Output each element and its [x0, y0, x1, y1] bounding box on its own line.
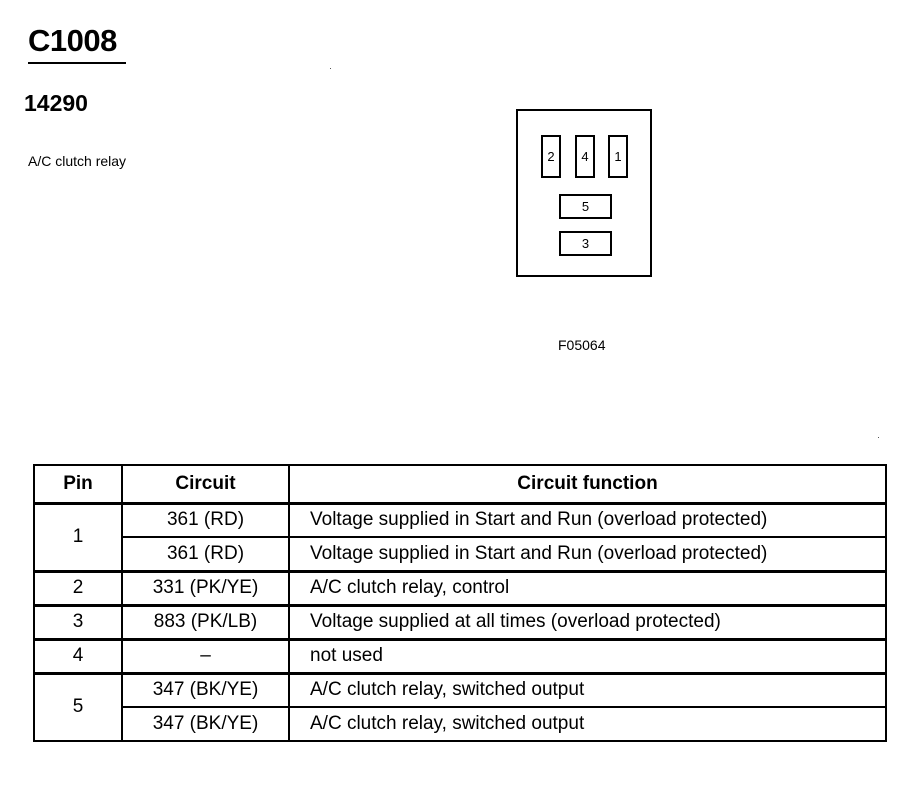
- connector-id: C1008: [28, 23, 117, 58]
- pin-cell: 1: [34, 503, 122, 571]
- pin-cell: 5: [34, 673, 122, 741]
- circuit-cell: –: [122, 639, 289, 673]
- function-cell: Voltage supplied in Start and Run (overload protected): [289, 503, 886, 537]
- pinout-table: [33, 464, 887, 742]
- function-cell: A/C clutch relay, switched output: [289, 707, 886, 741]
- table-row: [34, 639, 886, 673]
- table-row: [34, 605, 886, 639]
- circuit-cell: 331 (PK/YE): [122, 571, 289, 605]
- circuit-cell: 361 (RD): [122, 503, 289, 537]
- pin-5-terminal: 5: [559, 194, 612, 219]
- circuit-cell: 347 (BK/YE): [122, 673, 289, 707]
- figure-id: F05064: [558, 337, 606, 353]
- pin-1-terminal: 1: [608, 135, 628, 178]
- pin-cell: 3: [34, 605, 122, 639]
- function-cell: Voltage supplied in Start and Run (overload protected): [289, 537, 886, 571]
- part-number: 14290: [24, 90, 88, 116]
- title-underline: [28, 62, 126, 64]
- table-row: [34, 673, 886, 707]
- circuit-cell: 361 (RD): [122, 537, 289, 571]
- function-cell: not used: [289, 639, 886, 673]
- function-cell: A/C clutch relay, control: [289, 571, 886, 605]
- function-cell: Voltage supplied at all times (overload protected): [289, 605, 886, 639]
- function-column-header: Circuit function: [289, 465, 886, 503]
- pin-3-terminal: 3: [559, 231, 612, 256]
- scan-speck: [330, 68, 331, 69]
- circuit-cell: 347 (BK/YE): [122, 707, 289, 741]
- pin-cell: 2: [34, 571, 122, 605]
- table-row: [34, 707, 886, 741]
- pin-2-terminal: 2: [541, 135, 561, 178]
- table-row: [34, 503, 886, 537]
- scan-speck: [878, 437, 879, 438]
- table-row: [34, 571, 886, 605]
- circuit-column-header: Circuit: [122, 465, 289, 503]
- pin-column-header: Pin: [34, 465, 122, 503]
- function-cell: A/C clutch relay, switched output: [289, 673, 886, 707]
- table-header-row: [34, 465, 886, 503]
- circuit-cell: 883 (PK/LB): [122, 605, 289, 639]
- pin-4-terminal: 4: [575, 135, 595, 178]
- table-row: [34, 537, 886, 571]
- connector-description: A/C clutch relay: [28, 153, 127, 169]
- pin-cell: 4: [34, 639, 122, 673]
